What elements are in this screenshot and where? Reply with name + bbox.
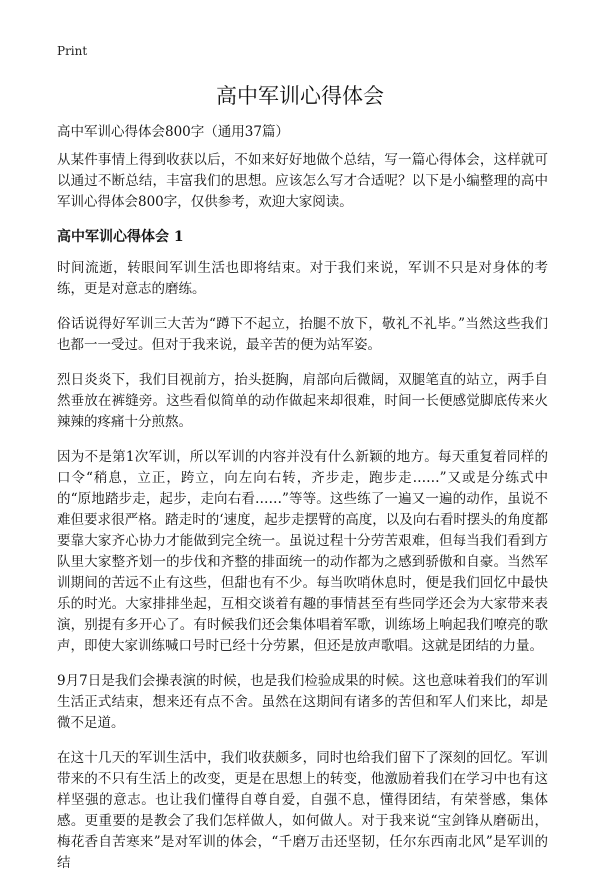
print-link[interactable]: Print — [57, 44, 88, 58]
section-heading: 高中军训心得体会 1 — [57, 229, 184, 245]
body-paragraph: 因为不是第1次军训，所以军训的内容并没有什么新颖的地方。每天重复着同样的口令“稍息，立正，跨立，向左向右转，齐步走，跑步走……”又或是分练式中的“原地踏步走，起步，走向右看……”等等。这些练了一遍又一遍的动作，虽说不难但要求很严格。踏走时的‘速度，起步走摆臂的高度，以及向右看时摆头的角度都要靠大家齐心协力才能做到完全统一。虽说过程十分劳苦艰难，但每当我们看到方队里大家整齐划一的步伐和齐整的排面统一的动作都为之感到骄傲和自豪。当然军训期间的苦远不止有这些，但甜也有不少。每当吹哨休息时，便是我们回忆中最快乐的时光。大家排排坐起，互相交谈着有趣的事情甚至有些同学还会为大家带来表演，别提有多开心了。有时候我们还会集体唱着军歌，训练场上响起我们嘹亮的歌声，即使大家训练喊口号时已经十分劳累，但还是放声歌唱。这就是团结的力量。 — [57, 449, 548, 654]
body-paragraph: 俗话说得好军训三大苦为“蹲下不起立，抬腿不放下，敬礼不礼毕。”当然这些我们也都一一受过。但对于我来说，最辛苦的便为站军姿。 — [57, 316, 548, 353]
document-subtitle: 高中军训心得体会800字（通用37篇） — [57, 124, 289, 140]
body-paragraph: 时间流逝，转眼间军训生活也即将结束。对于我们来说，军训不只是对身体的考练，更是对意志的磨练。 — [57, 260, 548, 297]
body-paragraph: 在这十几天的军训生活中，我们收获颇多，同时也给我们留下了深刻的回忆。军训带来的不只有生活上的改变，更是在思想上的转变，他激励着我们在学习中也有这样坚强的意志。也让我们懂得自尊自爱，自强不息，懂得团结，有荣誉感，集体感。更重要的是教会了我们怎样做人，如何做人。对于我来说“宝剑锋从磨砺出，梅花香自苦寒来”是对军训的体会，“千磨万击还坚韧，任尔东西南北风”是军训的结 — [57, 750, 548, 871]
page-title: 高中军训心得体会 — [216, 84, 384, 108]
body-paragraph: 9月7日是我们会操表演的时候，也是我们检验成果的时候。这也意味着我们的军训生活正式结束，想来还有点不舍。虽然在这期间有诸多的苦但和军人们来比，却是微不足道。 — [57, 673, 548, 731]
intro-paragraph: 从某件事情上得到收获以后，不如来好好地做个总结，写一篇心得体会，这样就可以通过不断总结，丰富我们的思想。应该怎么写才合适呢？以下是小编整理的高中军训心得体会800字，仅供参考，欢迎大家阅读。 — [57, 152, 548, 210]
body-paragraph: 烈日炎炎下，我们目视前方，抬头挺胸，肩部向后微阔，双腿笔直的站立，两手自然垂放在裤缝旁。这些看似简单的动作做起来却很难，时间一长便感觉脚底传来火辣辣的疼痛十分煎熬。 — [57, 372, 548, 430]
document-body — [57, 150, 548, 888]
